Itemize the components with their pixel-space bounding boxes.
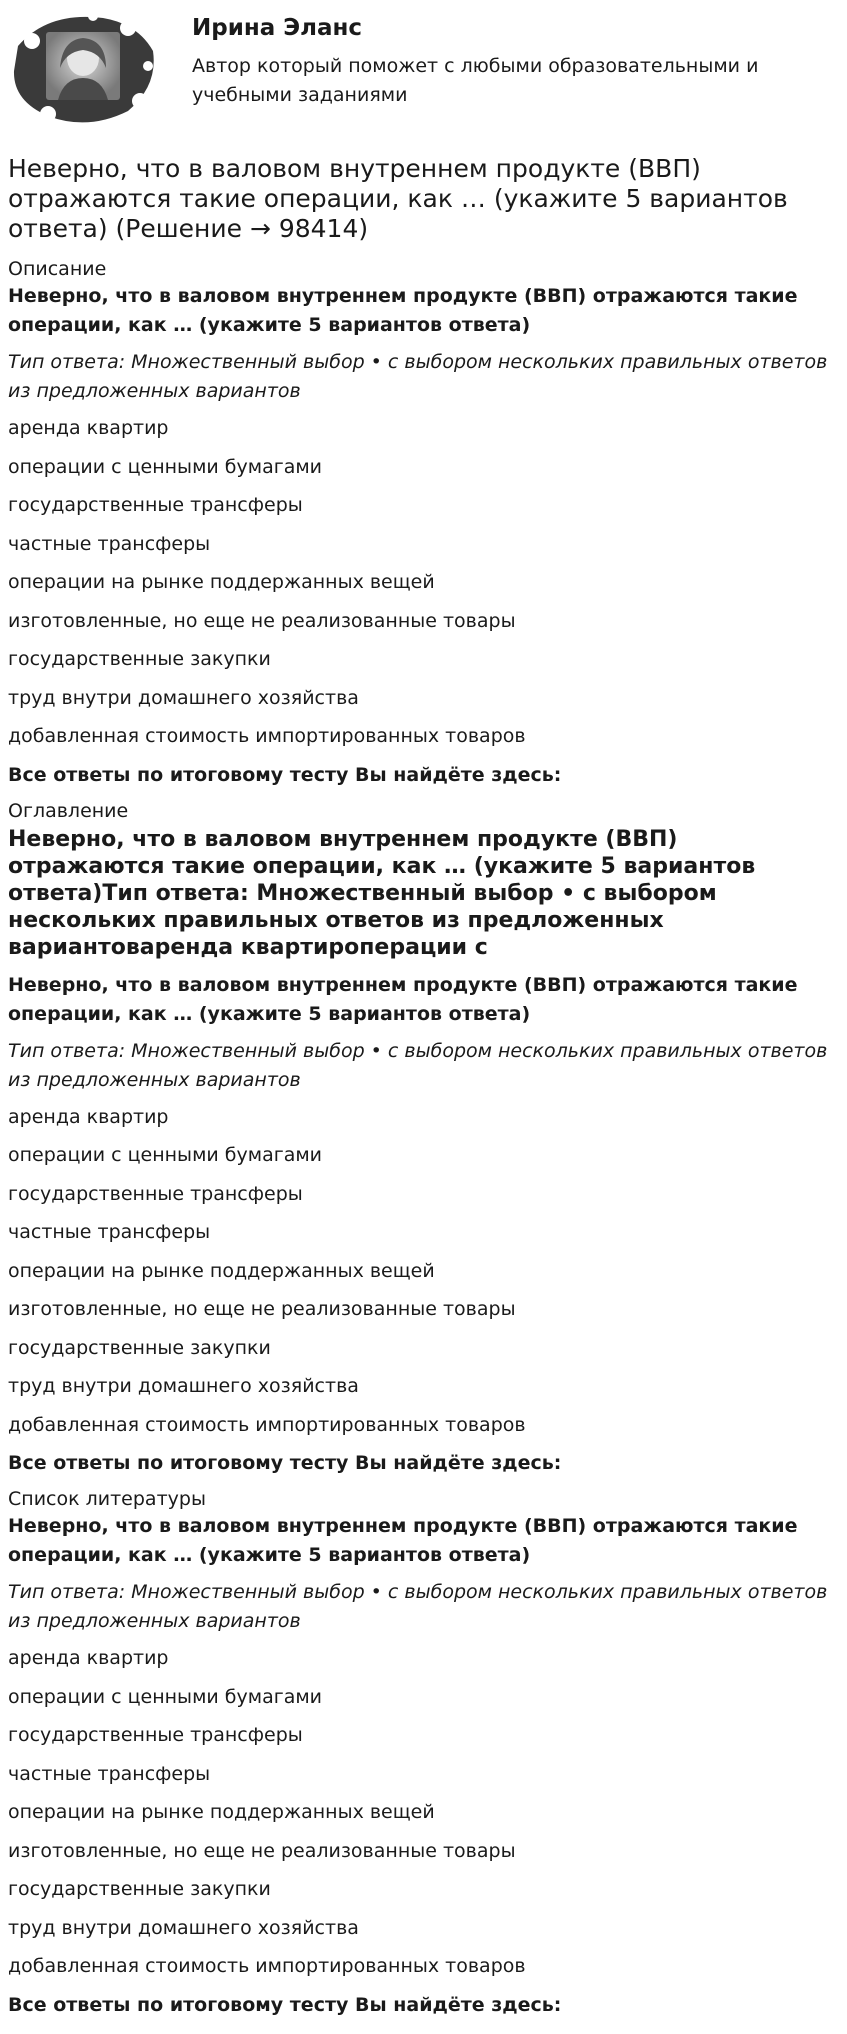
option-item: государственные закупки bbox=[8, 1336, 271, 1359]
author-description: Автор который поможет с любыми образовательными и учебными заданиями bbox=[192, 55, 759, 106]
option-item: частные трансферы bbox=[8, 1762, 211, 1785]
question-text: Неверно, что в валовом внутреннем продукте (ВВП) отражаются такие операции, как … (укажите 5 вариантов ответа) bbox=[8, 973, 798, 1025]
answer-type: Тип ответа: Множественный выбор • с выбором нескольких правильных ответов из предложенных вариантов bbox=[8, 1039, 828, 1091]
option-item: изготовленные, но еще не реализованные товары bbox=[8, 1298, 516, 1320]
option-item: государственные трансферы bbox=[8, 494, 303, 516]
toc-heading: Неверно, что в валовом внутреннем продукте (ВВП) отражаются такие операции, как … (укажите 5 вариантов ответа)Тип ответа: Множественный выбор • с выбором нескольких правильных ответов из предложенных вариантоваренда квартироперации с bbox=[8, 826, 756, 960]
option-item: труд внутри домашнего хозяйства bbox=[8, 1916, 359, 1939]
option-item: операции на рынке поддержанных вещей bbox=[8, 1259, 435, 1282]
option-item: аренда квартир bbox=[8, 417, 169, 439]
question-text: Неверно, что в валовом внутреннем продукте (ВВП) отражаются такие операции, как … (укажите 5 вариантов ответа) bbox=[8, 285, 798, 336]
all-answers-note: Все ответы по итоговому тесту Вы найдёте здесь: bbox=[8, 1993, 562, 2016]
question-text: Неверно, что в валовом внутреннем продукте (ВВП) отражаются такие операции, как … (укажите 5 вариантов ответа) bbox=[8, 1515, 798, 1566]
section-label: Оглавление bbox=[8, 799, 129, 822]
answer-type: Тип ответа: Множественный выбор • с выбором нескольких правильных ответов из предложенных вариантов bbox=[8, 1581, 828, 1632]
section-bibliography bbox=[8, 1486, 839, 2020]
option-item: государственные трансферы bbox=[8, 1724, 303, 1746]
section-label: Описание bbox=[8, 258, 107, 280]
all-answers-note: Все ответы по итоговому тесту Вы найдёте здесь: bbox=[8, 1452, 562, 1474]
option-item: государственные трансферы bbox=[8, 1182, 303, 1205]
author-block bbox=[8, 0, 839, 136]
option-item: добавленная стоимость импортированных товаров bbox=[8, 725, 526, 747]
option-item: аренда квартир bbox=[8, 1105, 169, 1128]
section-toc bbox=[8, 798, 839, 1479]
section-label: Список литературы bbox=[8, 1488, 206, 1510]
option-item: добавленная стоимость импортированных товаров bbox=[8, 1413, 526, 1436]
all-answers-note: Все ответы по итоговому тесту Вы найдёте здесь: bbox=[8, 763, 562, 786]
option-item: операции с ценными бумагами bbox=[8, 455, 323, 478]
option-item: труд внутри домашнего хозяйства bbox=[8, 1375, 359, 1397]
option-item: изготовленные, но еще не реализованные товары bbox=[8, 609, 516, 632]
answer-type: Тип ответа: Множественный выбор • с выбором нескольких правильных ответов из предложенных вариантов bbox=[8, 351, 828, 402]
option-item: операции на рынке поддержанных вещей bbox=[8, 1801, 435, 1823]
author-name[interactable]: Ирина Эланс bbox=[192, 15, 363, 41]
option-item: государственные закупки bbox=[8, 1878, 271, 1900]
page-title: Неверно, что в валовом внутреннем продукте (ВВП) отражаются такие операции, как … (укажите 5 вариантов ответа) (Решение → 98414) bbox=[8, 154, 788, 243]
option-item: изготовленные, но еще не реализованные товары bbox=[8, 1839, 516, 1862]
option-item: операции с ценными бумагами bbox=[8, 1685, 323, 1708]
avatar[interactable] bbox=[8, 6, 158, 130]
section-description bbox=[8, 256, 839, 790]
film-frame-avatar-icon bbox=[8, 6, 158, 130]
option-item: частные трансферы bbox=[8, 532, 211, 555]
option-item: операции на рынке поддержанных вещей bbox=[8, 571, 435, 593]
option-item: аренда квартир bbox=[8, 1647, 169, 1669]
option-item: труд внутри домашнего хозяйства bbox=[8, 686, 359, 709]
option-item: государственные закупки bbox=[8, 648, 271, 670]
option-item: добавленная стоимость импортированных товаров bbox=[8, 1955, 526, 1977]
option-item: операции с ценными бумагами bbox=[8, 1144, 323, 1166]
option-item: частные трансферы bbox=[8, 1221, 211, 1243]
